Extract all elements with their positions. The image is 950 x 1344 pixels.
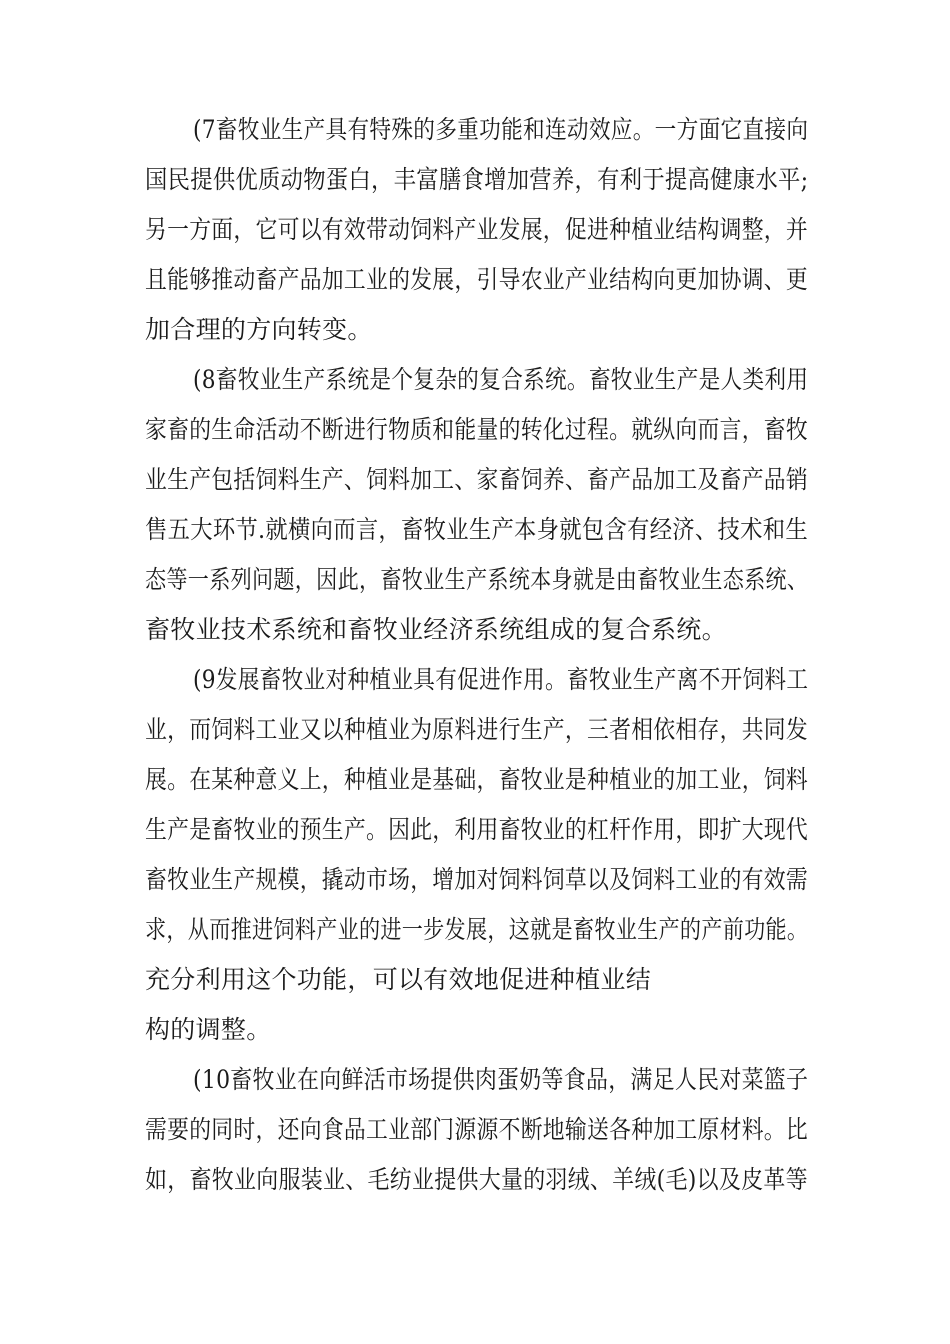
text-line: 求，从而推进饲料产业的进一步发展，这就是畜牧业生产的产前功能。: [145, 915, 809, 944]
text-line: 畜牧业技术系统和畜牧业经济系统组成的复合系统。: [145, 615, 727, 644]
text-line: 构的调整。: [145, 1015, 272, 1044]
text-line: 另一方面，它可以有效带动饲料产业发展，促进种植业结构调整，并: [145, 215, 809, 244]
text-line: 生产是畜牧业的预生产。因此，利用畜牧业的杠杆作用，即扩大现代: [145, 815, 809, 844]
text-line: 且能够推动畜产品加工业的发展，引导农业产业结构向更加协调、更: [145, 265, 809, 294]
text-line: (9发展畜牧业对种植业具有促进作用。畜牧业生产离不开饲料工: [193, 665, 809, 694]
text-line: 售五大环节.就横向而言，畜牧业生产本身就包含有经济、技术和生: [145, 515, 808, 544]
text-line: 家畜的生命活动不断进行物质和能量的转化过程。就纵向而言，畜牧: [145, 415, 809, 444]
text-line: 态等一系列问题，因此，畜牧业生产系统本身就是由畜牧业生态系统、: [145, 565, 809, 594]
text-line: 如，畜牧业向服装业、毛纺业提供大量的羽绒、羊绒(毛)以及皮革等: [145, 1165, 808, 1194]
text-line: 展。在某种意义上，种植业是基础，畜牧业是种植业的加工业，饲料: [145, 765, 809, 794]
text-line: 业，而饲料工业又以种植业为原料进行生产，三者相依相存，共同发: [145, 715, 809, 744]
text-line: 业生产包括饲料生产、饲料加工、家畜饲养、畜产品加工及畜产品销: [145, 465, 809, 494]
text-line: (10畜牧业在向鲜活市场提供肉蛋奶等食品，满足人民对菜篮子: [193, 1065, 809, 1094]
text-line: (7畜牧业生产具有特殊的多重功能和连动效应。一方面它直接向: [193, 115, 809, 144]
text-line: 需要的同时，还向食品工业部门源源不断地输送各种加工原材料。比: [145, 1115, 809, 1144]
text-line: (8畜牧业生产系统是个复杂的复合系统。畜牧业生产是人类利用: [193, 365, 809, 394]
text-line: 畜牧业生产规模，撬动市场，增加对饲料饲草以及饲料工业的有效需: [145, 865, 809, 894]
text-line: 国民提供优质动物蛋白，丰富膳食增加营养，有利于提高健康水平;: [145, 165, 809, 194]
text-line: 充分利用这个功能，可以有效地促进种植业结: [145, 965, 652, 994]
text-line: 加合理的方向转变。: [145, 315, 373, 344]
